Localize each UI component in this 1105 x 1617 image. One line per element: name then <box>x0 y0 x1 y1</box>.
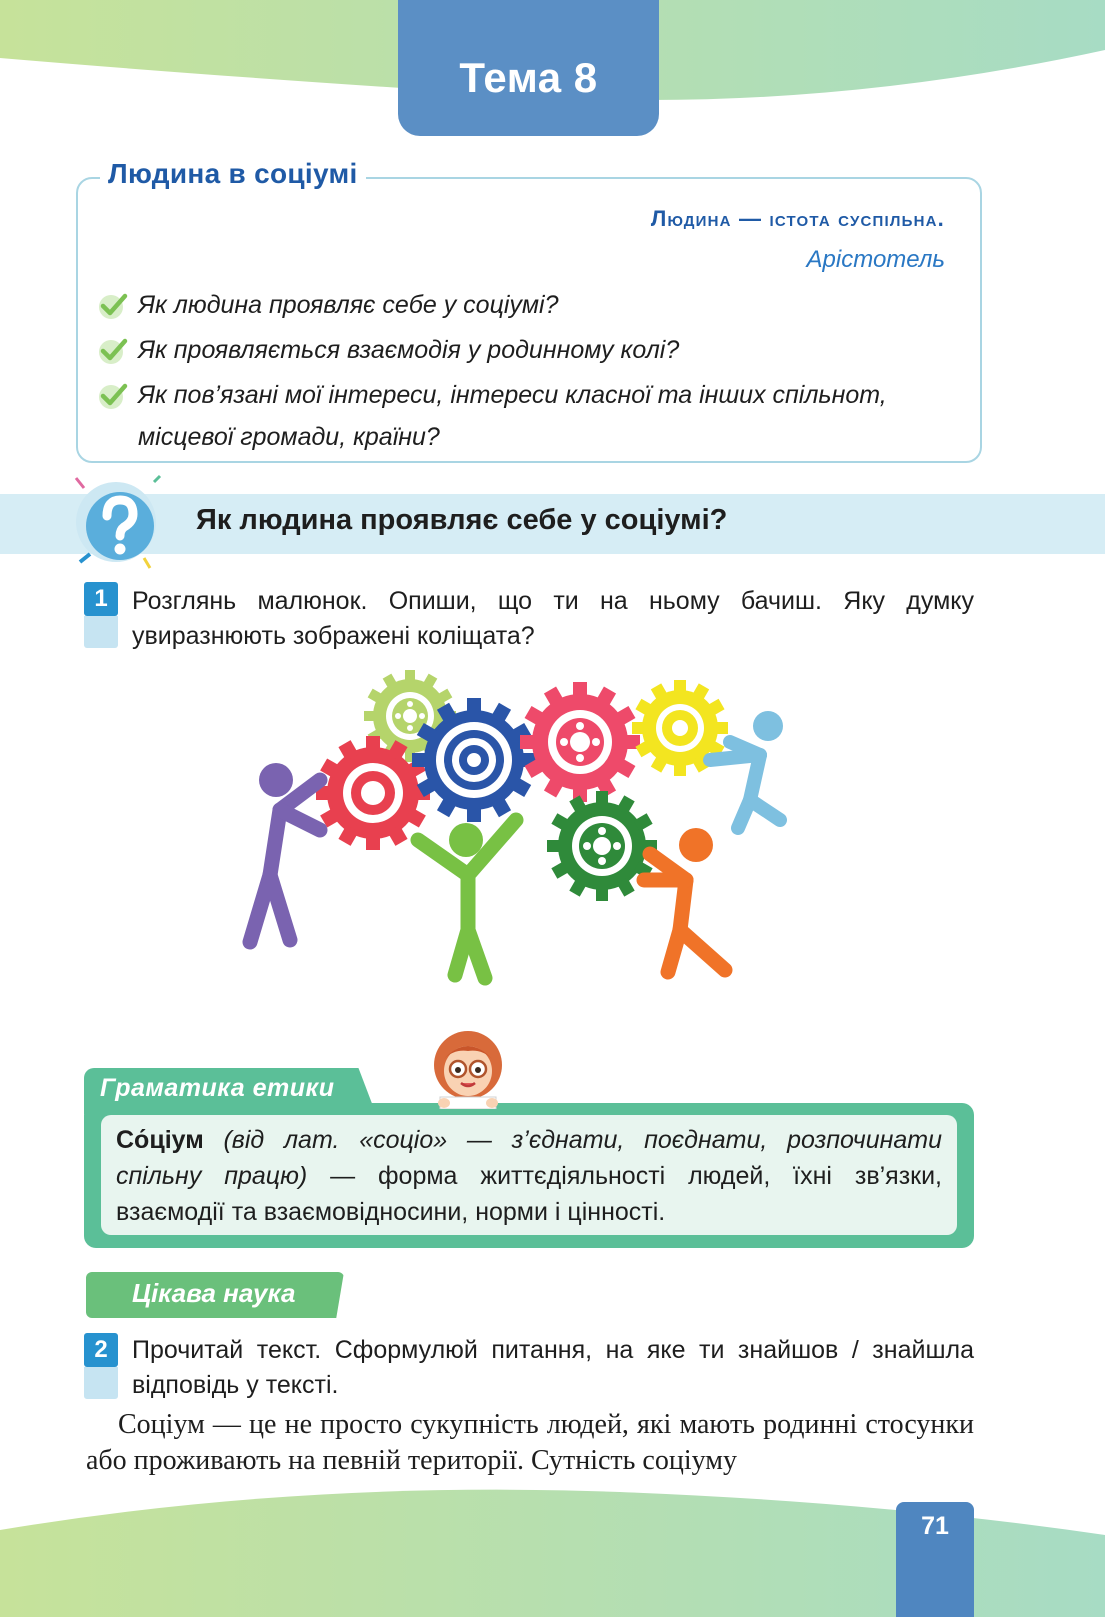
task-text: Розглянь малюнок. Опиши, що ти на ньому бачиш. Яку думку увиразнюють зображені коліщата? <box>132 587 974 650</box>
task-text: Прочитай текст. Сформулюй питання, на яке ти знайшов / знайшла відповідь у тексті. <box>132 1336 974 1399</box>
ethics-etymology: (від лат. «соціо» — з’єднати, поєднати, розпочинати спільну працю) <box>116 1126 942 1190</box>
ethics-term: Со́ціум <box>116 1126 204 1154</box>
lesson-question <box>96 284 946 326</box>
body-paragraph: Соціум — це не просто сукупність людей, які мають родинні стосунки або проживають на певній території. Сутність соціуму <box>86 1409 974 1476</box>
task-number: 2 <box>84 1333 118 1367</box>
girl-mascot <box>428 1027 508 1109</box>
task-number: 1 <box>84 582 118 616</box>
epigraph-author: Арістотель <box>806 246 945 273</box>
question-icon <box>70 474 170 574</box>
section-heading: Як людина проявляє себе у соціумі? <box>196 504 728 536</box>
check-icon <box>96 378 130 412</box>
check-icon <box>96 288 130 322</box>
page-number: 71 <box>921 1512 949 1540</box>
lesson-question-text: Як пов’язані мої інтереси, інтереси класної та інших спільнот, місцевої громади, країни? <box>138 381 887 451</box>
lesson-question-text: Як проявляється взаємодія у родинному колі? <box>138 336 680 364</box>
topic-title: Тема 8 <box>459 54 598 101</box>
lesson-question <box>96 329 946 371</box>
lesson-title: Людина в соціумі <box>100 158 366 190</box>
ethics-definition <box>116 1122 942 1230</box>
task-number-badge <box>84 582 118 648</box>
task-number-badge <box>84 1333 118 1399</box>
lesson-question-text: Як людина проявляє себе у соціумі? <box>138 291 559 319</box>
ethics-definition-text: — форма життєдіяльності людей, їхні зв’язки, взаємодії та взаємовідносини, норми і цінності. <box>116 1162 943 1226</box>
gears-illustration <box>240 660 820 1020</box>
science-label: Цікава наука <box>132 1278 296 1308</box>
epigraph-quote: Людина — істота суспільна. <box>650 206 945 231</box>
topic-tab <box>398 0 659 136</box>
lesson-question <box>96 374 946 458</box>
check-icon <box>96 333 130 367</box>
ethics-label: Граматика етики <box>100 1074 335 1102</box>
